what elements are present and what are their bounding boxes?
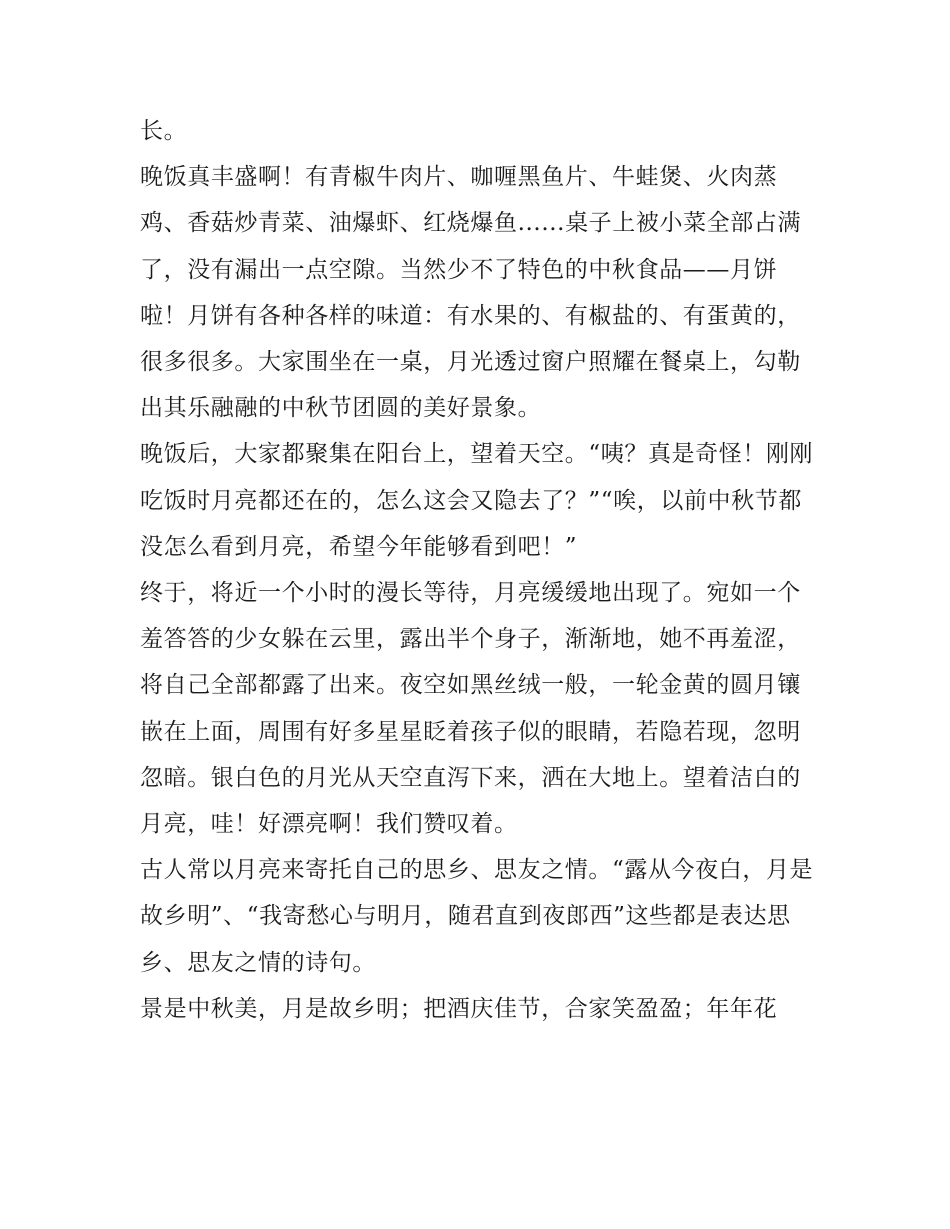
paragraph-2: 晚饭真丰盛啊！有青椒牛肉片、咖喱黑鱼片、牛蛙煲、火肉蒸鸡、香菇炒青菜、油爆虾、红烧爆鱼......桌子上被小菜全部占满了，没有漏出一点空隙。当然少不了特色的中秋食品——月饼啦！月饼有各种各样的味道：有水果的、有椒盐的、有蛋黄的，很多很多。大家围坐在一桌，月光透过窗户照耀在餐桌上，勾勒出其乐融融的中秋节团圆的美好景象。 xyxy=(140,164,802,422)
document-body xyxy=(140,108,820,1032)
paragraph-3: 晚饭后，大家都聚集在阳台上，望着天空。“咦？真是奇怪！刚刚吃饭时月亮都还在的，怎么这会又隐去了？”“唉，以前中秋节都没怎么看到月亮，希望今年能够看到吧！” xyxy=(140,441,814,560)
paragraph-5: 古人常以月亮来寄托自己的思乡、思友之情。“露从今夜白，月是故乡明”、“我寄愁心与明月，随君直到夜郎西”这些都是表达思乡、思友之情的诗句。 xyxy=(140,857,814,976)
paragraph-4: 终于，将近一个小时的漫长等待，月亮缓缓地出现了。宛如一个羞答答的少女躲在云里，露出半个身子，渐渐地，她不再羞涩，将自己全部都露了出来。夜空如黑丝绒一般，一轮金黄的圆月镶嵌在上面，周围有好多星星眨着孩子似的眼睛，若隐若现，忽明忽暗。银白色的月光从天空直泻下来，洒在大地上。望着洁白的月亮，哇！好漂亮啊！我们赞叹着。 xyxy=(140,580,801,838)
paragraph-1: 长。 xyxy=(140,118,188,144)
paragraph-6: 景是中秋美，月是故乡明；把酒庆佳节，合家笑盈盈；年年花 xyxy=(140,995,778,1022)
